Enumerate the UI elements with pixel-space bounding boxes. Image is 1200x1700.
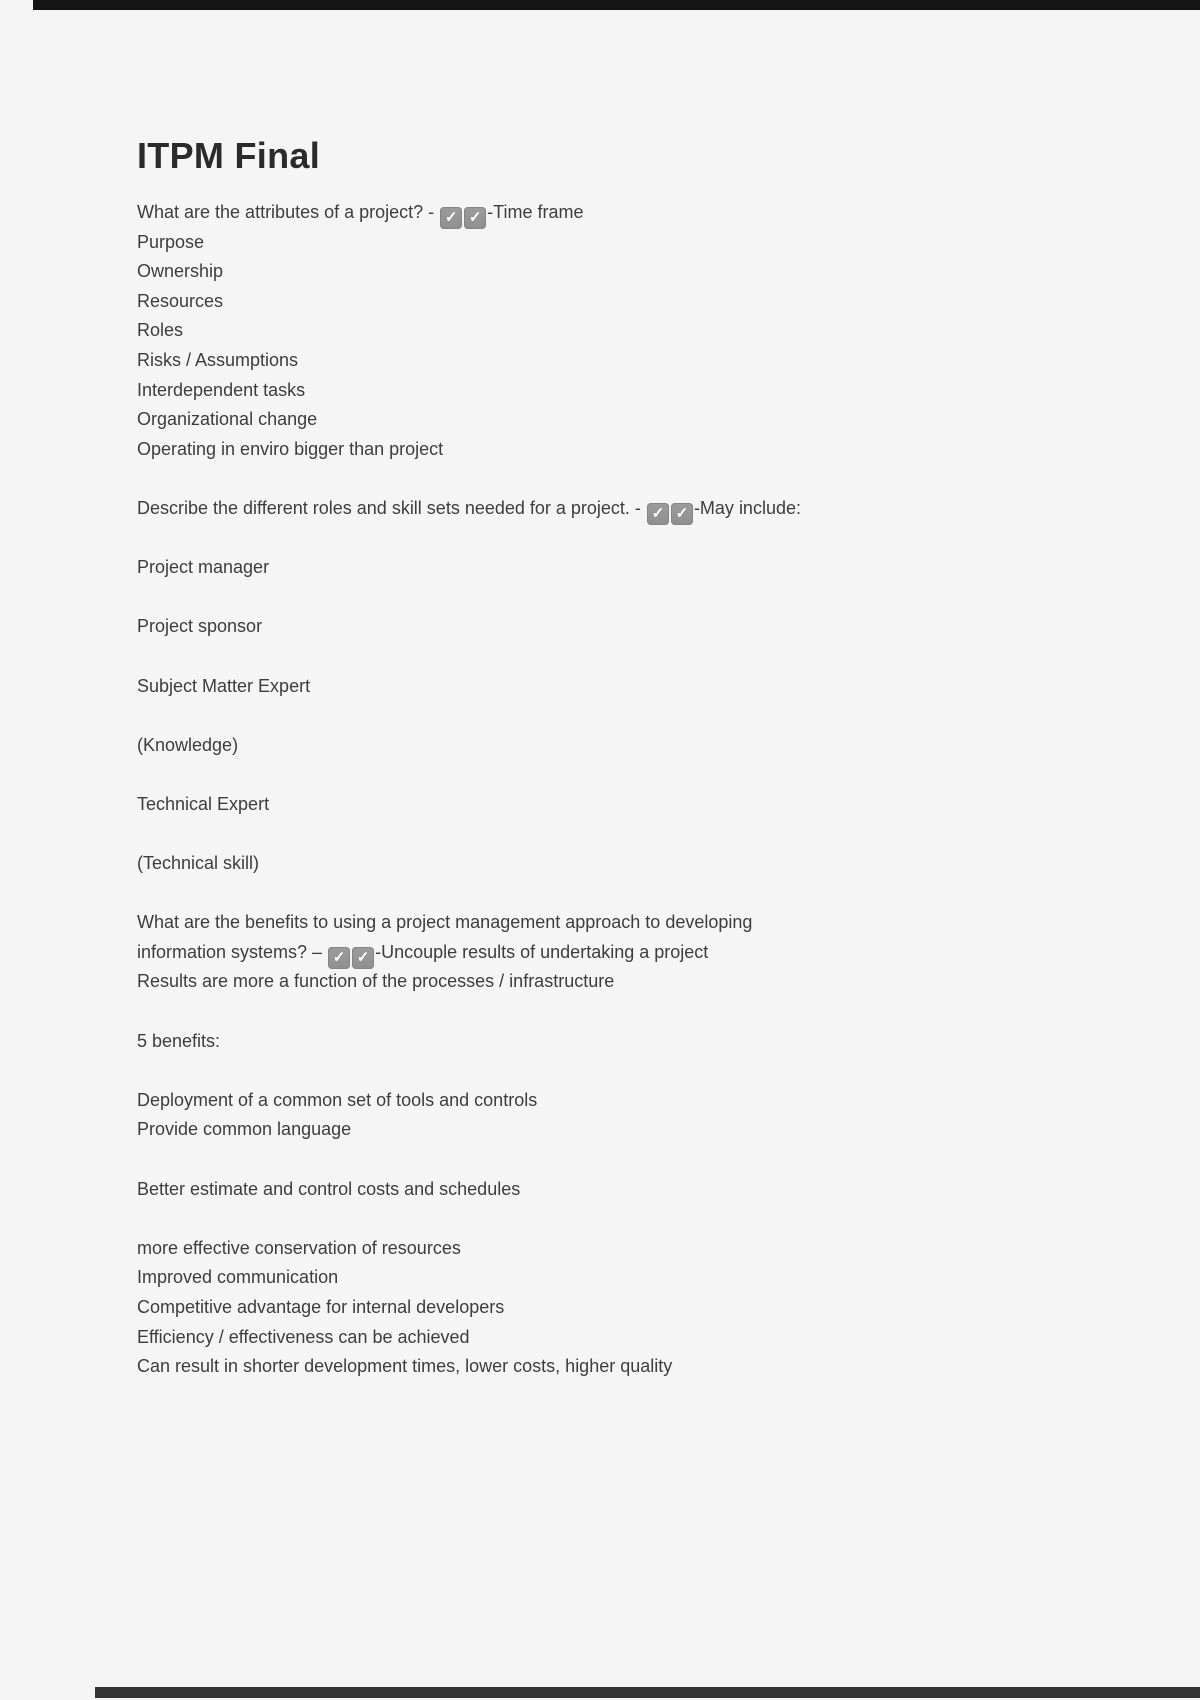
text-segment: Roles [137,320,184,341]
blank-line [137,760,1087,790]
text-segment: information systems? – [137,941,328,962]
text-line [137,1263,1087,1293]
checkbox-checked-icon: ✓ [440,207,462,229]
text-line [137,1086,1087,1116]
text-line [137,908,1087,938]
document-body [137,198,1087,1382]
text-line [137,553,1087,583]
text-segment: -May include: [693,497,801,518]
text-segment: Can result in shorter development times, lower costs, higher quality [137,1356,673,1377]
blank-line [137,642,1087,672]
text-segment: Better estimate and control costs and schedules [137,1178,521,1199]
text-line [137,1293,1087,1323]
text-segment: Competitive advantage for internal developers [137,1296,505,1317]
blank-line [137,997,1087,1027]
text-segment: Efficiency / effectiveness can be achieved [137,1326,470,1347]
text-line [137,376,1087,406]
text-segment: (Knowledge) [137,734,239,755]
text-line [137,731,1087,761]
text-line [137,287,1087,317]
bottom-border-bar [95,1687,1200,1698]
text-line [137,198,1087,228]
text-line [137,672,1087,702]
text-line [137,435,1087,465]
text-segment: (Technical skill) [137,853,260,874]
document-content [137,135,1087,1382]
blank-line [137,879,1087,909]
text-segment: Provide common language [137,1119,352,1140]
text-segment: Ownership [137,261,224,282]
text-segment: Results are more a function of the processes / infrastructure [137,971,615,992]
text-segment: Project sponsor [137,616,263,637]
text-segment: 5 benefits: [137,1030,221,1051]
text-segment: Project manager [137,557,270,578]
text-segment: What are the benefits to using a project management approach to developing [137,912,753,933]
top-border-bar [33,0,1200,10]
blank-line [137,1145,1087,1175]
text-line [137,257,1087,287]
text-segment: Risks / Assumptions [137,349,299,370]
text-segment: Deployment of a common set of tools and controls [137,1089,538,1110]
blank-line [137,1056,1087,1086]
text-line [137,967,1087,997]
text-line [137,1175,1087,1205]
checkbox-checked-icon: ✓ [647,503,669,525]
text-segment: Describe the different roles and skill sets needed for a project. - [137,497,646,518]
text-line [137,1115,1087,1145]
blank-line [137,819,1087,849]
blank-line [137,1204,1087,1234]
blank-line [137,464,1087,494]
page-title: ITPM Final [137,135,320,176]
text-line [137,1234,1087,1264]
checkbox-checked-icon: ✓ [671,503,693,525]
checkbox-checked-icon: ✓ [328,947,350,969]
text-segment: more effective conservation of resources [137,1237,461,1258]
text-line [137,1027,1087,1057]
text-line [137,1352,1087,1382]
text-segment: Interdependent tasks [137,379,306,400]
text-segment: Technical Expert [137,793,270,814]
text-line [137,849,1087,879]
text-line [137,612,1087,642]
blank-line [137,701,1087,731]
text-line [137,405,1087,435]
text-line [137,346,1087,376]
blank-line [137,524,1087,554]
text-segment: -Time frame [487,202,584,222]
text-segment: -Uncouple results of undertaking a project [375,941,709,962]
text-line [137,316,1087,346]
text-line [137,228,1087,258]
text-line [137,790,1087,820]
text-segment: Organizational change [137,409,318,430]
blank-line [137,583,1087,613]
text-line [137,494,1087,524]
text-segment: What are the attributes of a project? - [137,202,440,222]
text-segment: Improved communication [137,1267,339,1288]
text-segment: Subject Matter Expert [137,675,311,696]
text-line [137,1323,1087,1353]
text-line [137,938,1087,968]
text-segment: Operating in enviro bigger than project [137,438,444,459]
checkbox-checked-icon: ✓ [464,207,486,229]
text-segment: Purpose [137,231,205,252]
checkbox-checked-icon: ✓ [352,947,374,969]
text-segment: Resources [137,290,224,311]
